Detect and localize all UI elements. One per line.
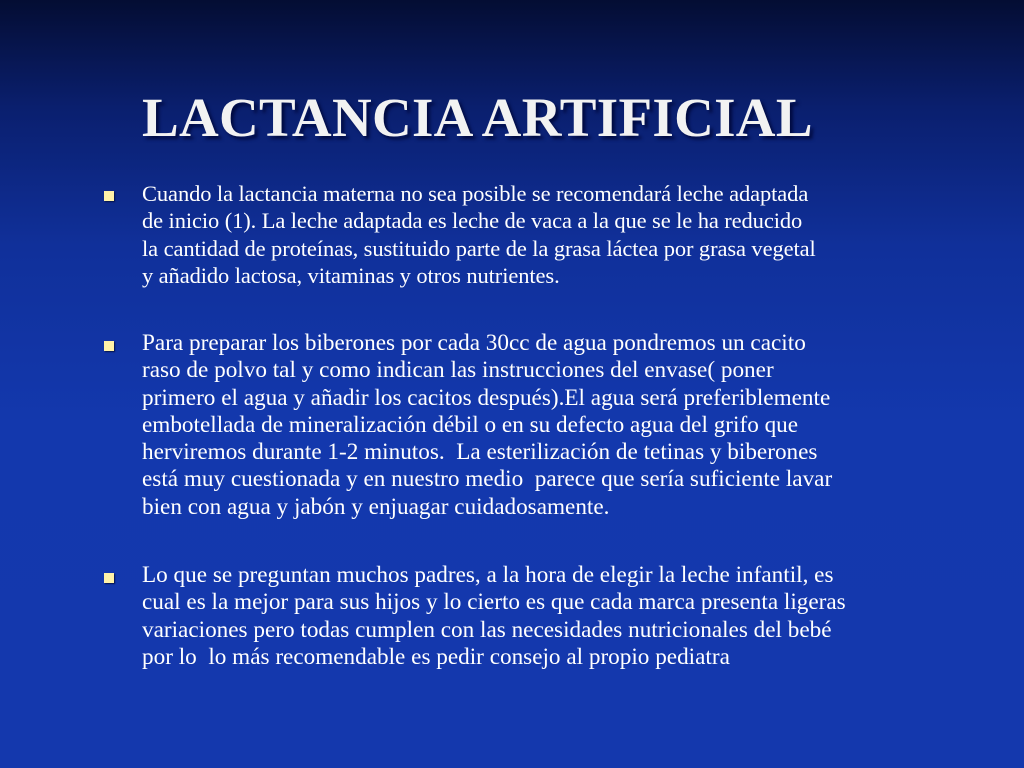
square-bullet-icon (104, 191, 114, 201)
bullet-line: la cantidad de proteínas, sustituido parte de la grasa láctea por grasa vegetal (142, 235, 816, 261)
bullet-line: Cuando la lactancia materna no sea posible se recomendará leche adaptada (142, 181, 809, 206)
bullet-line: bien con agua y jabón y enjuagar cuidadosamente. (142, 493, 610, 520)
bullet-line: Lo que se preguntan muchos padres, a la hora de elegir la leche infantil, es (142, 562, 834, 588)
slide-title: LACTANCIA ARTIFICIAL (142, 87, 813, 148)
bullet-line: cual es la mejor para sus hijos y lo cierto es que cada marca presenta ligeras (142, 589, 846, 616)
bullet-line: de inicio (1). La leche adaptada es leche de vaca a la que se le ha reducido (142, 208, 803, 234)
bullet-line: está muy cuestionada y en nuestro medio parece que sería suficiente lavar (142, 466, 833, 493)
bullet-line: por lo lo más recomendable es pedir consejo al propio pediatra (142, 643, 730, 670)
bullet-line: embotellada de mineralización débil o en su defecto agua del grifo que (142, 411, 799, 438)
bullet-line: primero el agua y añadir los cacitos después).El agua será preferiblemente (142, 384, 831, 411)
bullet-line: variaciones pero todas cumplen con las necesidades nutricionales del bebé (142, 616, 832, 643)
bullet-line: y añadido lactosa, vitaminas y otros nutrientes. (142, 262, 560, 288)
bullet-line: raso de polvo tal y como indican las instrucciones del envase( poner (142, 357, 774, 384)
square-bullet-icon (104, 341, 114, 351)
bullet-text (142, 330, 972, 521)
square-bullet-icon (104, 573, 114, 583)
bullet-line: Para preparar los biberones por cada 30cc de agua pondremos un cacito (142, 330, 806, 356)
bullet-text (142, 562, 992, 671)
bullet-line: herviremos durante 1-2 minutos. La esterilización de tetinas y biberones (142, 439, 818, 466)
bullet-text (142, 180, 992, 289)
